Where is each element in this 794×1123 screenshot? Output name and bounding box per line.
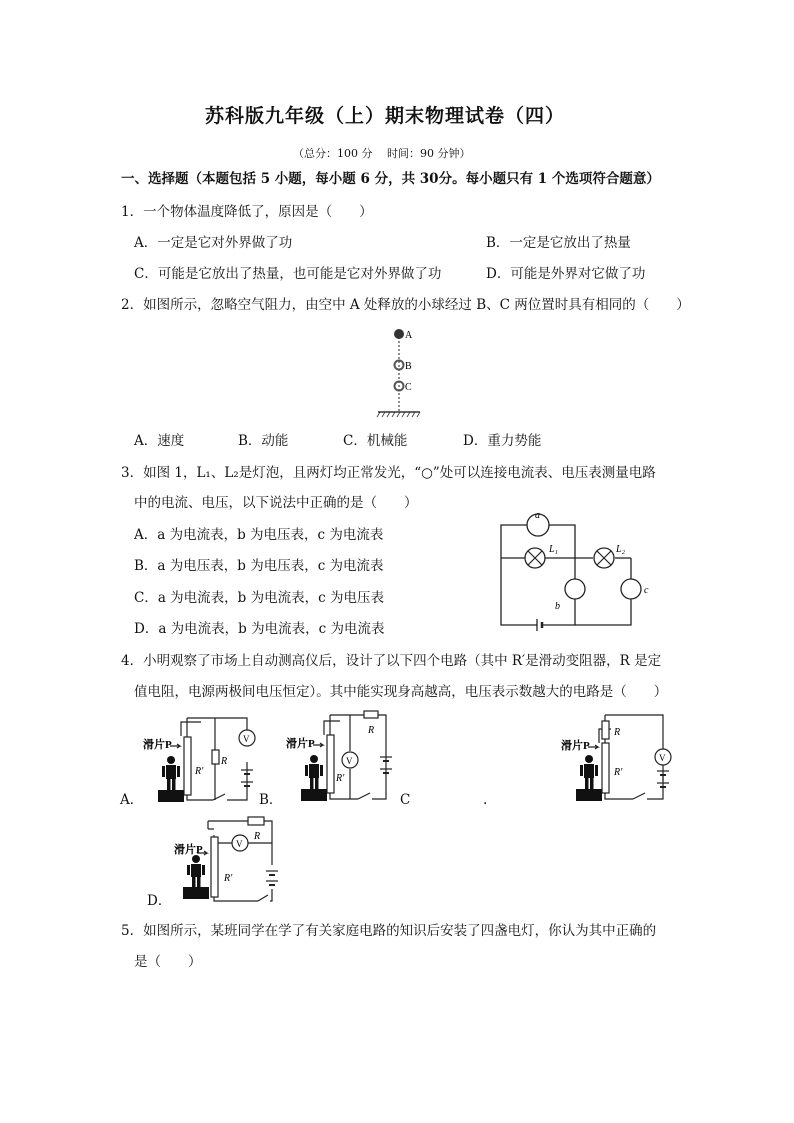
- r-label: R: [221, 756, 228, 767]
- section-heading: 一、选择题（本题包括 5 小题，每小题 6 分，共 30分。每小题只有 1 个选项符合题意）: [121, 171, 660, 187]
- q5-stem-line1: 5．如图所示，某班同学在学了有关家庭电路的知识后安装了四盏电灯，你认为其中正确的: [121, 923, 657, 939]
- q3-option-d: D．a 为电流表，b 为电流表，c 为电流表: [134, 621, 385, 637]
- q5-stem-line2: 是（ ）: [134, 954, 202, 970]
- q4-dot: .: [483, 792, 488, 808]
- q4-circuit-c: [563, 705, 683, 805]
- r-label: R: [368, 725, 375, 736]
- q4-stem-line1: 4．小明观察了市场上自动测高仪后，设计了以下四个电路（其中 R′是滑动变阻器，R 是定: [121, 653, 662, 669]
- slider-label: 滑片P: [143, 739, 172, 751]
- voltmeter-label: V: [236, 839, 243, 849]
- label-b: B: [405, 361, 412, 372]
- q4-stem-line2: 值电阻，电源两极间电压恒定）。其中能实现身高越高，电压表示数越大的电路是（ ）: [134, 684, 668, 700]
- person-icon: [305, 755, 323, 790]
- meter-a-label: a: [535, 510, 540, 521]
- person-icon: [580, 755, 598, 790]
- q1-option-a: A．一定是它对外界做了功: [134, 235, 293, 251]
- meter-b-icon: [565, 579, 585, 599]
- q4-option-d: D．: [147, 893, 172, 909]
- r-label: R: [254, 831, 261, 842]
- q4-option-a: A．: [120, 792, 144, 808]
- lamp-l1-label: L₁: [549, 544, 559, 555]
- rp-label: R′: [224, 873, 233, 884]
- q1-option-c: C．可能是它放出了热量，也可能是它对外界做了功: [134, 266, 442, 282]
- slider-label: 滑片P: [174, 844, 203, 856]
- q3-stem-line2: 中的电流、电压，以下说法中正确的是（ ）: [134, 495, 418, 511]
- rp-label: R′: [614, 767, 623, 778]
- slider-label: 滑片P: [561, 740, 590, 752]
- q1-option-b: B．一定是它放出了热量: [486, 235, 631, 251]
- page-title: 苏科版九年级（上）期末物理试卷（四）: [205, 105, 566, 127]
- voltmeter-label: V: [659, 753, 666, 763]
- q2-option-d: D．重力势能: [463, 433, 542, 449]
- voltmeter-label: V: [243, 734, 250, 744]
- meter-b-label: b: [555, 601, 560, 612]
- q4-circuit-d: [172, 815, 292, 910]
- q3-option-c: C．a 为电流表，b 为电流表，c 为电压表: [134, 590, 384, 606]
- q2-option-b: B．动能: [238, 433, 289, 449]
- meter-c-icon: [621, 579, 641, 599]
- meter-c-label: c: [644, 585, 649, 596]
- q4-circuit-a: [145, 712, 265, 807]
- q3-circuit-figure: [495, 505, 665, 635]
- q1-option-d: D．可能是外界对它做了功: [486, 266, 646, 282]
- ball-a-icon: [394, 329, 404, 339]
- q4-circuit-b: [288, 705, 408, 805]
- lamp-l2-label: L₂: [616, 544, 626, 555]
- q3-stem-line1: 3．如图 1，L₁、L₂是灯泡，且两灯均正常发光，“○”处可以连接电流表、电压表测量电路: [121, 465, 656, 481]
- rp-label: R′: [195, 766, 204, 777]
- q3-option-b: B．a 为电压表，b 为电压表，c 为电流表: [134, 558, 384, 574]
- label-c: C: [405, 382, 412, 393]
- slider-label: 滑片P: [286, 738, 315, 750]
- q2-figure: [375, 325, 425, 420]
- label-a: A: [405, 330, 413, 341]
- q2-option-c: C．机械能: [343, 433, 408, 449]
- r-label: R: [614, 727, 621, 738]
- person-icon: [162, 756, 180, 791]
- person-icon: [187, 855, 205, 888]
- q4-option-b: B．: [259, 792, 283, 808]
- q1-stem: 1．一个物体温度降低了，原因是（ ）: [121, 204, 373, 220]
- q2-option-a: A．速度: [134, 433, 185, 449]
- q2-stem: 2．如图所示，忽略空气阻力，由空中 A 处释放的小球经过 B、C 两位置时具有相同的（ ）: [121, 297, 690, 313]
- voltmeter-label: V: [346, 756, 353, 766]
- rp-label: R′: [336, 773, 345, 784]
- q3-option-a: A．a 为电流表，b 为电压表，c 为电流表: [134, 527, 384, 543]
- exam-info: （总分：100 分 时间：90 分钟）: [293, 147, 471, 160]
- q4-option-c: C: [400, 792, 411, 808]
